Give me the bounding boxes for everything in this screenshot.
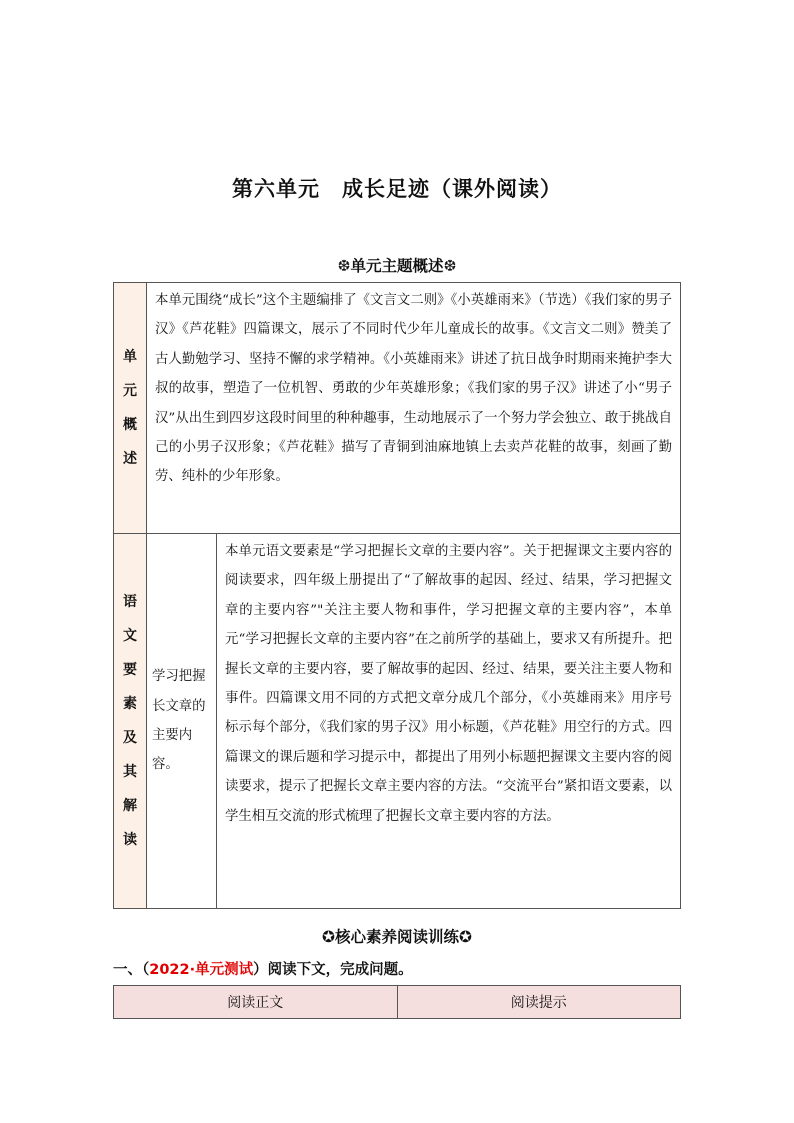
elements-label-char: 要 xyxy=(123,662,137,678)
elements-label-char: 解 xyxy=(123,798,137,814)
question-source: 2022·单元测试 xyxy=(149,962,254,978)
elements-row xyxy=(114,534,681,909)
overview-label-char: 单 xyxy=(123,349,137,365)
elements-label-char: 素 xyxy=(123,696,137,712)
elements-label-cell xyxy=(114,534,147,909)
reading-col-text: 阅读正文 xyxy=(114,986,398,1019)
overview-label-char: 元 xyxy=(123,383,137,399)
question-prefix: 一、（ xyxy=(113,962,150,978)
page-title: 第六单元 成长足迹（课外阅读） xyxy=(232,177,562,201)
elements-label-char: 文 xyxy=(123,628,137,644)
overview-text-cell xyxy=(147,283,681,534)
unit-overview-table xyxy=(113,282,681,909)
overview-label-char: 述 xyxy=(123,451,137,467)
overview-paragraph: 本单元围绕“成长”这个主题编排了《文言文二则》《小英雄雨来》（节选）《我们家的男子汉》《芦花鞋》四篇课文，展示了不同时代少年儿童成长的故事。《文言文二则》赞美了古人勤勉学习、坚持不懈的求学精神。《小英雄雨来》讲述了抗日战争时期雨来掩护李大叔的故事，塑造了一位机智、勇敢的少年英雄形象；《我们家的男子汉》讲述了小“男子汉”从出生到四岁这段时间里的种种趣事，生动地展示了一个努力学会独立、敢于挑战自己的小男子汉形象；《芦花鞋》描写了青铜到油麻地镇上去卖芦花鞋的故事，刻画了勤劳、纯朴的少年形象。 xyxy=(155,293,672,485)
elements-goal-cell xyxy=(147,534,217,909)
reading-col-hints: 阅读提示 xyxy=(397,986,681,1019)
overview-text xyxy=(147,283,680,494)
elements-paragraph: 本单元语文要素是“学习把握长文章的主要内容”。关于把握课文主要内容的阅读要求，四年级上册提出了“了解故事的起因、经过、结果，学习把握文章的主要内容”"关注主要人物和事件，学习把握文章的主要内容”，本单元“学习把握长文章的主要内容”在之前所学的基础上，要求又有所提升。把握长文章的主要内容，要了解故事的起因、经过、结果，要关注主要人物和事件。四篇课文用不同的方式把文章分成几个部分，《小英雄雨来》用序号标示每个部分，《我们家的男子汉》用小标题，《芦花鞋》用空行的方式。四篇课文的课后题和学习提示中，都提出了用列小标题把握课文主要内容的阅读要求，提示了把握长文章主要内容的方法。“交流平台”紧扣语文要素，以学生相互交流的形式梳理了把握长文章主要内容的方法。 xyxy=(225,544,672,824)
elements-label-char: 语 xyxy=(123,594,137,610)
overview-label-cell xyxy=(114,283,147,534)
elements-label-char: 其 xyxy=(123,764,137,780)
elements-text xyxy=(217,534,680,833)
elements-text-cell xyxy=(217,534,681,909)
section-heading-training: ✪核心素养阅读训练✪ xyxy=(322,928,472,946)
reading-table-header xyxy=(114,986,681,1019)
overview-label-char: 概 xyxy=(123,417,137,433)
section-heading-overview: ❆单元主题概述❆ xyxy=(337,257,457,275)
elements-label-char: 及 xyxy=(123,730,137,746)
elements-goal-text: 学习把握长文章的主要内容。 xyxy=(152,669,206,773)
question-line xyxy=(113,958,413,979)
reading-table xyxy=(113,985,681,1019)
question-suffix: ）阅读下文，完成问题。 xyxy=(253,962,413,978)
elements-label-char: 读 xyxy=(123,832,137,848)
overview-row xyxy=(114,283,681,534)
